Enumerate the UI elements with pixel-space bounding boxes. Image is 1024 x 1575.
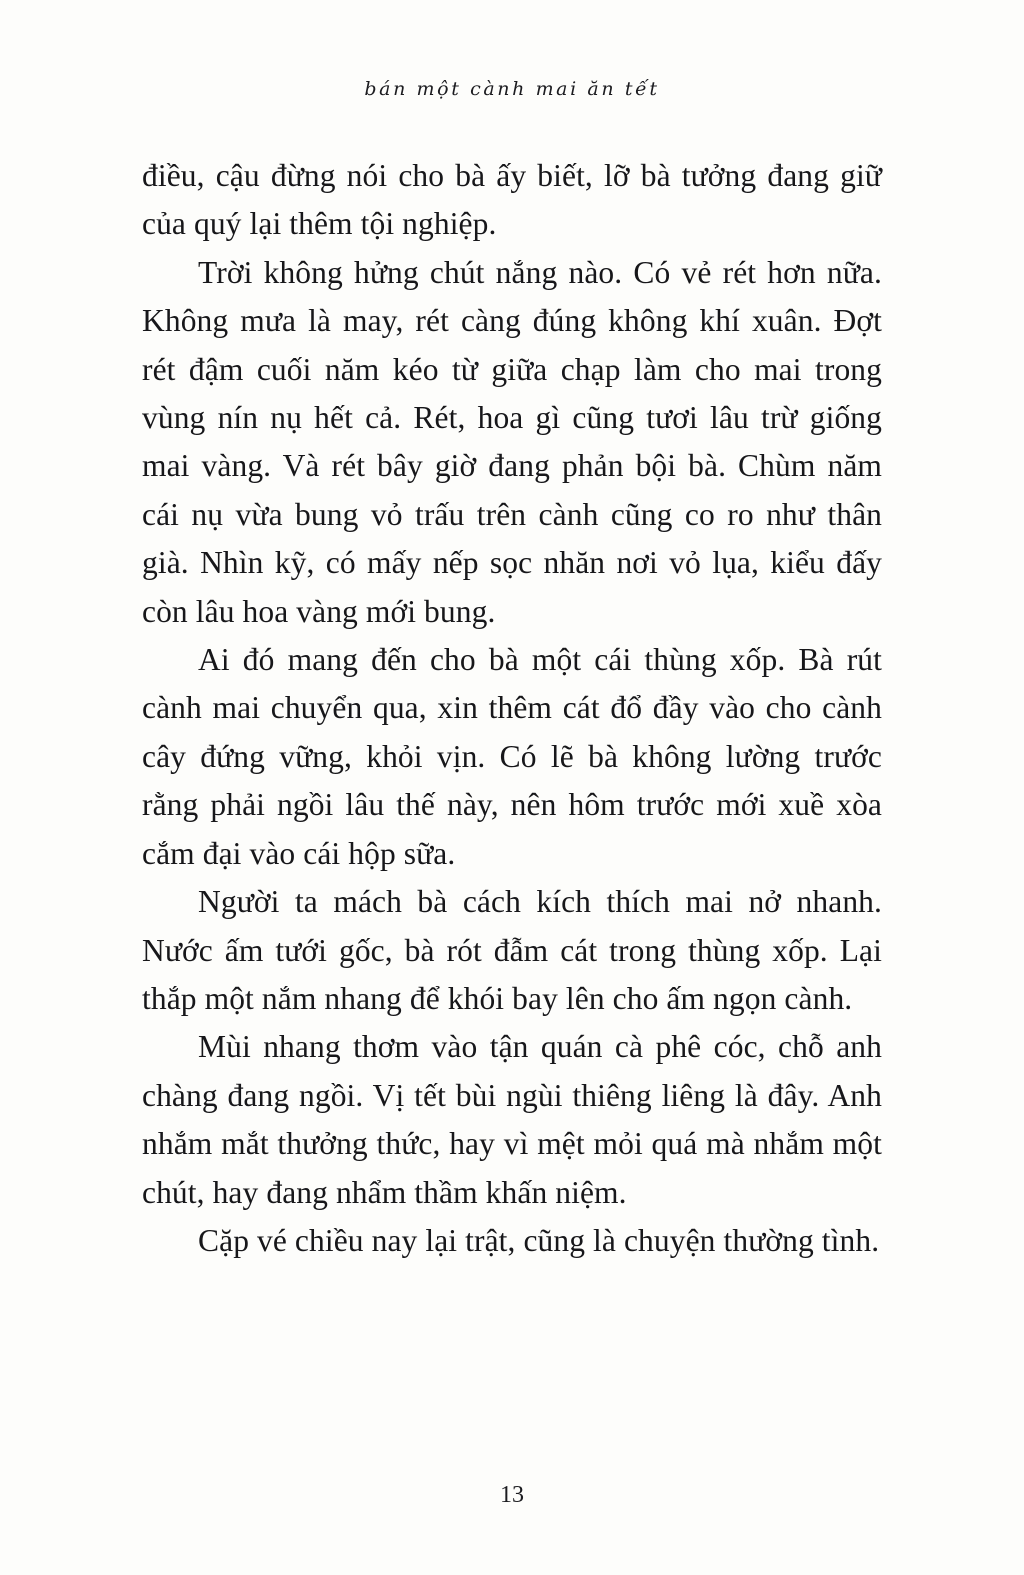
paragraph: Trời không hửng chút nắng nào. Có vẻ rét hơn nữa. Không mưa là may, rét càng đúng không khí xuân. Đợt rét đậm cuối năm kéo từ giữa chạp làm cho mai trong vùng nín nụ hết cả. Rét, hoa gì cũng tươi lâu trừ giống mai vàng. Và rét bây giờ đang phản bội bà. Chùm năm cái nụ vừa bung vỏ trấu trên cành cũng co ro như thân già. Nhìn kỹ, có mấy nếp sọc nhăn nơi vỏ lụa, kiểu đấy còn lâu hoa vàng mới bung. (142, 254, 882, 629)
paragraph: Cặp vé chiều nay lại trật, cũng là chuyện thường tình. (198, 1222, 880, 1258)
paragraph: Ai đó mang đến cho bà một cái thùng xốp. Bà rút cành mai chuyển qua, xin thêm cát đổ đầy vào cho cành cây đứng vững, khỏi vịn. Có lẽ bà không lường trước rằng phải ngồi lâu thế này, nên hôm trước mới xuề xòa cắm đại vào cái hộp sữa. (142, 642, 882, 871)
paragraph: điều, cậu đừng nói cho bà ấy biết, lỡ bà tưởng đang giữ của quý lại thêm tội nghiệp. (142, 158, 882, 242)
page-number: 13 (500, 1482, 524, 1508)
paragraph: Mùi nhang thơm vào tận quán cà phê cóc, chỗ anh chàng đang ngồi. Vị tết bùi ngùi thiêng liêng là đây. Anh nhắm mắt thưởng thức, hay vì mệt mỏi quá mà nhắm một chút, hay đang nhẩm thầm khấn niệm. (142, 1029, 882, 1210)
paragraph: Người ta mách bà cách kích thích mai nở nhanh. Nước ấm tưới gốc, bà rót đẫm cát trong thùng xốp. Lại thắp một nắm nhang để khói bay lên cho ấm ngọn cành. (142, 884, 882, 1016)
running-head: bán một cành mai ăn tết (364, 78, 660, 100)
body-text (142, 152, 882, 1265)
